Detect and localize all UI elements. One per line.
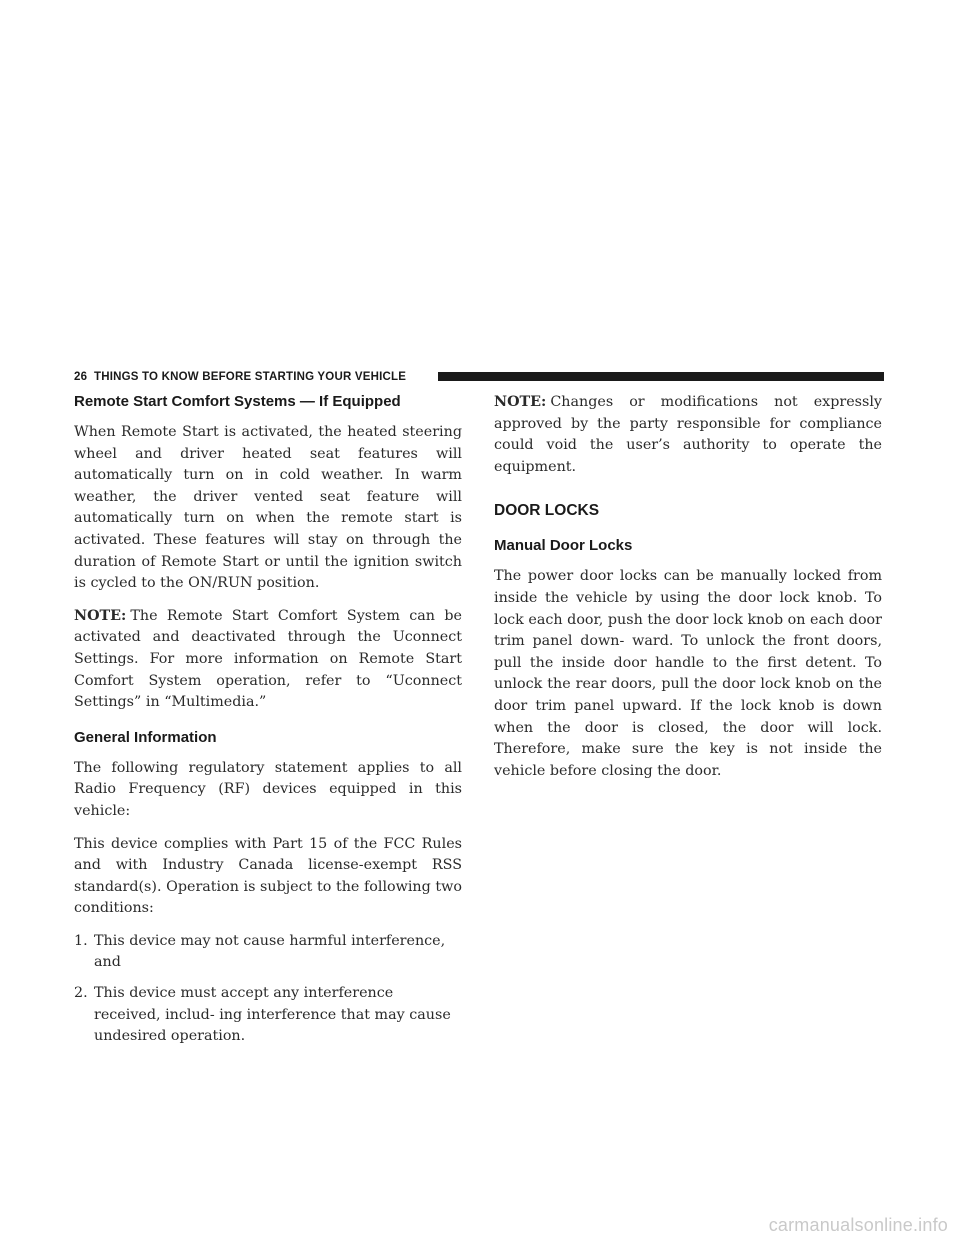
heading-remote-start-comfort: Remote Start Comfort Systems — If Equipped (74, 393, 401, 410)
running-header (74, 368, 406, 386)
page-number: 26 (74, 371, 88, 383)
header-rule (438, 372, 884, 381)
note-text: Changes or modifications not expressly approved by the party responsible for compliance could void the user’s authority to operate the equipment. (494, 394, 882, 475)
list-number: 2. (74, 985, 88, 1002)
list-text: This device must accept any interference received, includ- ing interference that may cause undesired operation. (94, 985, 451, 1045)
list-item (74, 983, 462, 1048)
note-modifications (494, 392, 882, 478)
section-title: THINGS TO KNOW BEFORE STARTING YOUR VEHICLE (94, 371, 407, 383)
paragraph-comfort-systems: When Remote Start is activated, the heated steering wheel and driver heated seat features will automatically turn on in cold weather. In warm weather, the driver vented seat feature will automatically turn on when the remote start is activated. These features will stay on through the duration of Remote Start or until the ignition switch is cycled to the ON/RUN position. (74, 424, 462, 592)
note-label: NOTE: (494, 394, 547, 410)
heading-general-information: General Information (74, 728, 217, 746)
heading-manual-door-locks: Manual Door Locks (494, 537, 633, 555)
right-column (494, 392, 882, 793)
list-item (74, 931, 462, 974)
paragraph-regulatory: The following regulatory statement applies to all Radio Frequency (RF) devices equipped in this vehicle: (74, 759, 462, 819)
paragraph-manual-door-locks: The power door locks can be manually locked from inside the vehicle by using the door lock knob. To lock each door, push the door lock knob on each door trim panel down- ward. To unlock the front doors, pull the inside door handle to the first detent. To unlock the rear doors, pull the door lock knob on the door trim panel upward. If the lock knob is down when the door is closed, the door will lock. Therefore, make sure the key is not inside the vehicle before closing the door. (494, 568, 882, 779)
page-header (74, 368, 884, 386)
note-label: NOTE: (74, 607, 127, 624)
list-number: 1. (74, 932, 88, 949)
watermark: carmanualsonline.info (768, 1215, 948, 1235)
list-text: This device may not cause harmful interference, and (94, 932, 446, 971)
note-comfort (74, 606, 462, 714)
paragraph-fcc: This device complies with Part 15 of the FCC Rules and with Industry Canada license-exempt RSS standard(s). Operation is subject to the following two conditions: (74, 835, 462, 917)
left-column (74, 392, 462, 1057)
heading-door-locks: DOOR LOCKS (494, 502, 600, 520)
note-text: The Remote Start Comfort System can be activated and deactivated through the Uconnect Settings. For more information on Remote Start Comfort System operation, refer to “Uconnect Settings” in “Multimedia.” (74, 607, 462, 711)
